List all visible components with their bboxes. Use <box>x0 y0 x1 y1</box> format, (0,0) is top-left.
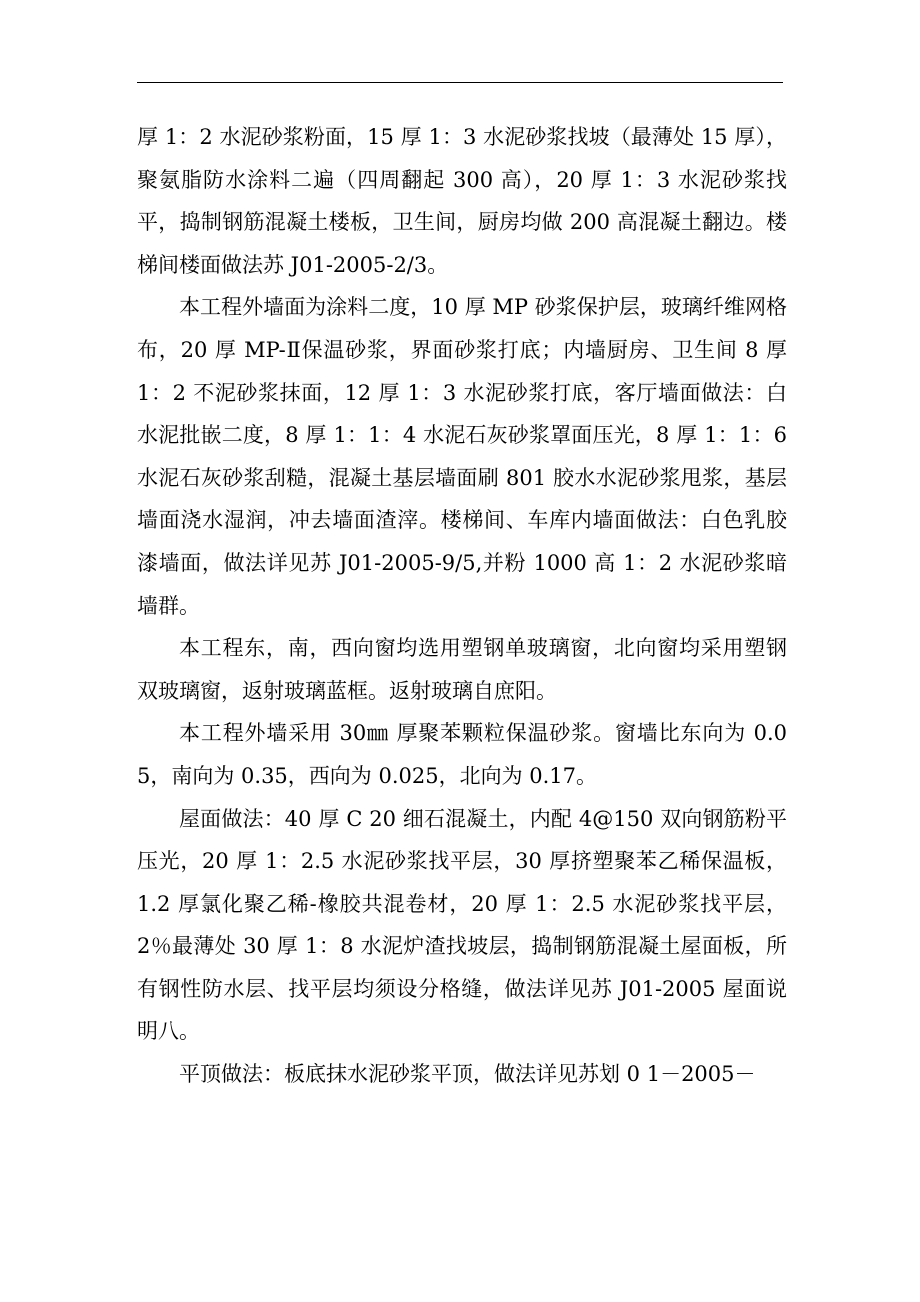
paragraph-wall-finish: 本工程外墙面为涂料二度，10 厚 MP 砂浆保护层，玻璃纤维网格布，20 厚 MP-Ⅱ保温砂浆，界面砂浆打底；内墙厨房、卫生间 8 厚 1：2 不泥砂浆抹面，12 厚 1：3 水泥砂浆打底，客厅墙面做法：白水泥批嵌二度，8 厚 1：1：4 水泥石灰砂浆罩面压光，8 厚 1：1：6 水泥石灰砂浆刮糙，混凝土基层墙面刷 801 胶水水泥砂浆甩浆，基层墙面浇水湿润，冲去墙面渣滓。楼梯间、车库内墙面做法：白色乳胶漆墙面，做法详见苏 J01-2005-9/5,并粉 1000 高 1：2 水泥砂浆暗墙群。 <box>137 295 787 618</box>
document-body <box>137 116 787 1096</box>
paragraph-roof: 屋面做法：40 厚 C 20 细石混凝土，内配 4@150 双向钢筋粉平压光，20 厚 1：2.5 水泥砂浆找平层，30 厚挤塑聚苯乙稀保温板，1.2 厚氯化聚乙稀-橡胶共混卷材，20 厚 1：2.5 水泥砂浆找平层，2％最薄处 30 厚 1：8 水泥炉渣找坡层，捣制钢筋混凝土屋面板，所有钢性防水层、找平层均须设分格缝，做法详见苏 J01-2005 屋面说明八。 <box>137 806 787 1044</box>
paragraph-exterior-insulation: 本工程外墙采用 30㎜ 厚聚苯颗粒保温砂浆。窗墙比东向为 0.05，南向为 0.35，西向为 0.025，北向为 0.17。 <box>137 721 787 788</box>
paragraph-floor-finish: 厚 1：2 水泥砂浆粉面，15 厚 1：3 水泥砂浆找坡（最薄处 15 厚），聚氨脂防水涂料二遍（四周翻起 300 高），20 厚 1：3 水泥砂浆找平，捣制钢筋混凝土楼板，卫生间，厨房均做 200 高混凝土翻边。楼梯间楼面做法苏 J01-2005-2/3。 <box>137 125 787 277</box>
paragraph-ceiling: 平顶做法：板底抹水泥砂浆平顶，做法详见苏划 0 1－2005－ <box>179 1062 756 1087</box>
paragraph-windows: 本工程东，南，西向窗均选用塑钢单玻璃窗，北向窗均采用塑钢双玻璃窗，返射玻璃蓝框。返射玻璃自庶阳。 <box>137 636 787 703</box>
header-rule <box>137 82 783 83</box>
